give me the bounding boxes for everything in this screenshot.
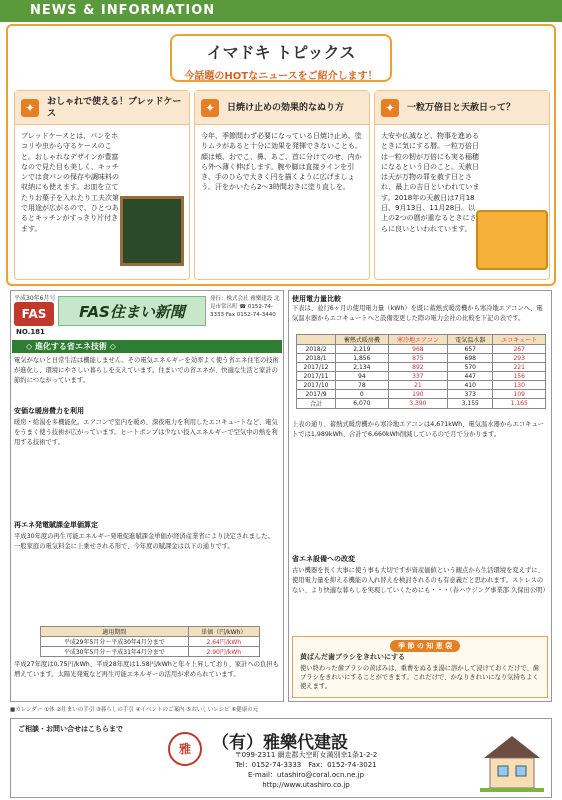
company-name: （有）雅樂代建設 <box>212 733 348 753</box>
table-header: 適用期間 <box>41 627 189 637</box>
table-cell: 410 <box>448 381 493 390</box>
company-details <box>226 750 386 790</box>
table-cell: 2018/2 <box>297 345 336 354</box>
table-cell: 968 <box>388 345 448 354</box>
table-cell: 3,390 <box>388 399 448 409</box>
newsletter-number: NO.181 <box>16 328 45 336</box>
remodel-heading: 省エネ設備への改変 <box>292 555 355 563</box>
table-cell: 平成29年5月分〜平成30年4月分まで <box>41 637 189 647</box>
table-cell: 平成30年5月分〜平成31年4月分まで <box>41 647 189 657</box>
table-cell: 6,070 <box>336 399 389 409</box>
tariff-heading: 再エネ発電賦課金単価算定 <box>14 521 98 529</box>
topic-column-title: 一粒万倍日と天赦日って？ <box>407 102 516 113</box>
news-banner <box>0 0 562 22</box>
table-cell: 21 <box>388 381 448 390</box>
table-cell: 2018/1 <box>297 354 336 363</box>
table-cell: 293 <box>493 354 546 363</box>
banner-label: NEWS & INFORMATION <box>30 3 216 18</box>
topic-column-header <box>195 91 369 125</box>
star-icon: ✦ <box>201 99 219 117</box>
table-cell: 447 <box>448 372 493 381</box>
company-address: 〒099-2311 網走郡大空町女満別幸1条1-2-2 <box>234 751 378 759</box>
table-header <box>297 335 336 345</box>
usage-intro: 下表は、並行6ヶ月の使用電力量（kWh）を既に蓄熱式暖房機から寒冷地エアコンへ、電気温水器からエコキュートへと設備変更した際の電力会社の比較を下記の表です。 <box>292 305 543 322</box>
table-cell: 78 <box>336 381 389 390</box>
topic-column-body: ブレッドケースとは、パンをホコリや虫から守るケースのこと。おしゃれなデザインが豊富なので見た目も美しく、キッチンでは食パンの保存や調味料の収納にも使えます。お皿を立てたりお菓子を入れたり工夫次第で用途が広がるので、ひとつあるとキッチンがすっきり片付きます。 <box>21 132 119 233</box>
table-header: 電気温水器 <box>448 335 493 345</box>
topics-subtitle: 今話題のHOTなニュースをご紹介します！ <box>184 71 378 82</box>
tariff-table <box>40 626 260 657</box>
company-url[interactable]: http://www.utashiro.co.jp <box>262 781 350 789</box>
heat-body: 暖房・給湯を多機能化。エアコンで室内を暖め、深夜電力を利用したエコキュートなど、電気をうまく使う技術が広がっています。ヒートポンプは少ない投入エネルギーで空気中の熱を利用する技術です。 <box>14 419 278 446</box>
topic-column-title: おしゃれで使える！ブレッドケース <box>47 96 182 119</box>
table-cell: 2017/11 <box>297 372 336 381</box>
usage-analysis: 上表の通り、蓄熱式暖房機から寒冷地エアコンは4,671kWh、電気温水器からエコキュートでは1,989kWh、合計で6,660kWh削減しているので月で分かります。 <box>292 421 544 438</box>
table-row <box>297 372 546 381</box>
table-cell: 892 <box>388 363 448 372</box>
table-cell: 2017/12 <box>297 363 336 372</box>
newsletter-date: 平成30年6月号 <box>14 295 56 302</box>
table-cell: 657 <box>448 345 493 354</box>
heat-heading: 安価な暖房費力を利用 <box>14 407 84 415</box>
table-cell: 698 <box>448 354 493 363</box>
table-cell: 130 <box>493 381 546 390</box>
table-row <box>297 354 546 363</box>
table-header: 蓄熱式暖房機 <box>336 335 389 345</box>
topic-column-header <box>375 91 549 125</box>
table-row <box>41 637 260 647</box>
topic-column-body: 今年、季節問わず必要になっている日焼け止め。塗りムラがあると十分に効果を発揮できないことも。顔は頬、おでこ、鼻、あご、首に分けてのせ、内から外へ薄く伸ばします。腕や脚は直接ラインを引き、手のひらで大きく円を描くように広げましょう。汗をかいたら2〜3時間おきに塗り直しを。 <box>201 132 362 192</box>
table-cell: 2017/10 <box>297 381 336 390</box>
table-cell: 1,165 <box>493 399 546 409</box>
table-header-row <box>297 335 546 345</box>
star-icon: ✦ <box>381 99 399 117</box>
table-cell: 0 <box>336 390 389 399</box>
contact-label: ご相談・お問い合せはこちらまで <box>18 725 123 733</box>
newsletter-closing: 平成27年度は0.75円/kWh、平成28年度は1.58円/kWhと年々上昇しており、家計への負担も増えています。太陽光発電など再生可能エネルギーの活用が求められています。 <box>14 661 279 678</box>
table-header: 寒冷地エアコン <box>388 335 448 345</box>
seasonal-tip-body: 使い終わった歯ブラシの黄ばみは、重曹をぬるま湯に溶かして浸けておくだけで、歯ブラシをきれいにすることができます。これだけで、かなりきれいになり気持ちよく使えます。 <box>300 665 540 690</box>
book-illustration <box>476 210 548 270</box>
table-cell: 1,856 <box>336 354 389 363</box>
table-cell: 2017/9 <box>297 390 336 399</box>
table-cell: 373 <box>448 390 493 399</box>
tariff-body: 平成30年度の再生可能エネルギー発電促進賦課金単価が経済産業省により決定されました。一般家庭の電気料金に上乗せされる形で、今年度の賦課金は以下の通りです。 <box>14 533 274 550</box>
bread-case-illustration <box>120 196 184 266</box>
topic-column-title: 日焼け止めの効果的なぬり方 <box>227 102 345 113</box>
topic-column-body: 大安や仏滅など、物事を進めるときに気にする暦。一粒万倍日は一粒の籾が万倍にも実る稲穂になるという日のこと。天赦日は天が万物の罪を赦す日とされ、最上の吉日といわれています。2018年の天赦日は7月18日、9月13日、11月28日。以上の2つの暦が重なるときにさらに良いといわれています。 <box>381 132 480 233</box>
table-total-row <box>297 399 546 409</box>
table-cell: 190 <box>388 390 448 399</box>
table-cell: 94 <box>336 372 389 381</box>
table-header-row <box>41 627 260 637</box>
table-header: エコキュート <box>493 335 546 345</box>
seasonal-tip-header: 季 節 の 知 恵 袋 <box>390 640 460 652</box>
table-cell: 156 <box>493 372 546 381</box>
table-cell: 570 <box>448 363 493 372</box>
usage-table <box>296 334 546 409</box>
company-email[interactable]: E-mail：utashiro@coral.ocn.ne.jp <box>247 771 365 779</box>
table-cell: 合計 <box>297 399 336 409</box>
topic-column-sunscreen <box>194 90 370 280</box>
table-cell: 2,219 <box>336 345 389 354</box>
table-cell: 2.90円/kWh <box>188 647 259 657</box>
table-header: 単価（円/kWh） <box>188 627 259 637</box>
newsletter-publisher: 発行：株式会社 雅樂建設 北見市常呂町 ☎ 0152-74-3333 Fax 0152-74-3440 <box>210 296 280 318</box>
table-row <box>297 381 546 390</box>
table-cell: 221 <box>493 363 546 372</box>
table-cell: 2,134 <box>336 363 389 372</box>
table-cell: 2.64円/kWh <box>188 637 259 647</box>
newsletter-title: FAS住まい新聞 <box>58 296 206 326</box>
table-cell: 109 <box>493 390 546 399</box>
table-row <box>297 345 546 354</box>
topics-headline <box>170 34 392 82</box>
table-row <box>297 363 546 372</box>
table-cell: 267 <box>493 345 546 354</box>
topics-title: イマドキ トピックス <box>206 43 356 62</box>
table-cell: 3,155 <box>448 399 493 409</box>
footer-icon-legend: ■カレンダー ①体 ②住まいの手引 ③暮らしの手引 ④イベントのご案内 ⑤おいしいレシピ ⑥健康の元 <box>10 707 259 713</box>
star-icon: ✦ <box>21 99 39 117</box>
table-cell: 875 <box>388 354 448 363</box>
house-illustration <box>480 730 544 792</box>
table-cell: 337 <box>388 372 448 381</box>
section-bar-energy-tech: ◇ 進化する省エネ技術 ◇ <box>12 340 282 353</box>
table-row <box>41 647 260 657</box>
seasonal-tip-title: 黄ばんだ歯ブラシをきれいにする <box>300 653 405 661</box>
fas-logo: FAS <box>14 302 54 326</box>
newsletter-intro: 電気がないと日常生活は機能しません。その電気エネルギーを効率よく使う省エネ住宅の技術が進化し、環境にやさしい暮らしを支えています。住まいでの省エネが、快適な生活と家計の節約につながっています。 <box>14 357 279 384</box>
table-row <box>297 390 546 399</box>
company-phone: Tel：0152-74-3333 Fax：0152-74-3021 <box>235 761 377 769</box>
remodel-body: 古い機器を長く大事に使う事も大切ですが資産価値という観点から生活環境を変えずに、使用電力量を抑える機能の入れ替えを検討されるのも有意義だと思われます。ストレスのない、より快適な暮らしを実現していくためにも・・・（春ハウジング事業部 久保田公明） <box>292 567 549 594</box>
topic-column-header <box>15 91 189 125</box>
company-logo: 雅 <box>168 732 202 766</box>
usage-heading: 使用電力量比較 <box>292 295 341 303</box>
